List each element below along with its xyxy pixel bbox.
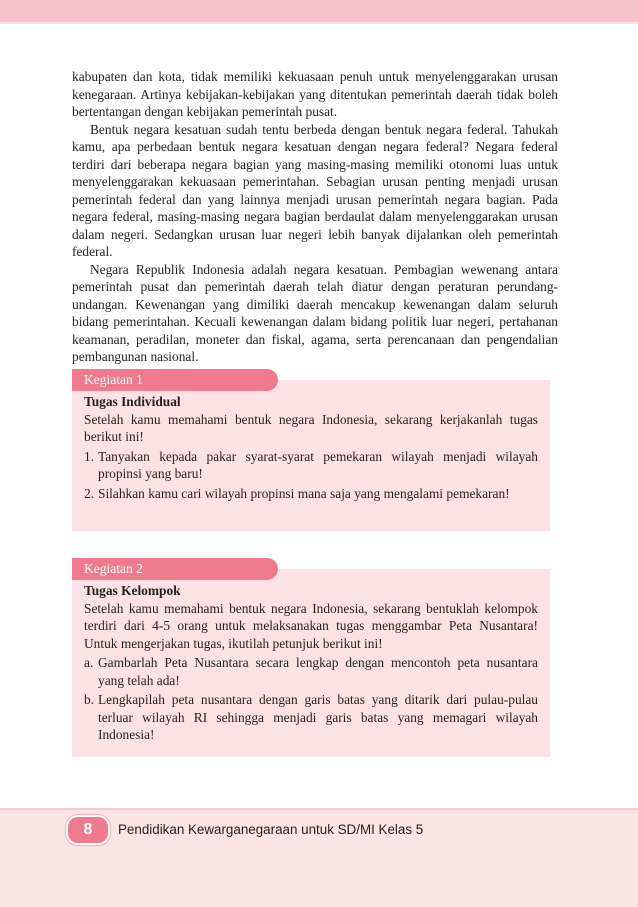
list-marker: a.	[84, 655, 94, 670]
list-text: Gambarlah Peta Nusantara secara lengkap dengan mencontoh peta nusantara yang telah ada!	[98, 655, 538, 688]
footer-line	[0, 808, 638, 810]
activity-1-title: Tugas Individual	[84, 394, 181, 409]
header-band	[0, 0, 638, 22]
paragraph-1: kabupaten dan kota, tidak memiliki kekuasaan penuh untuk menyelenggarakan urusan kenegaraan. Artinya kebijakan-kebijakan yang ditentukan pemerintah daerah tidak boleh bertentangan dengan kebijakan pemerintah pusat.	[72, 69, 558, 119]
activity-1-box	[72, 380, 550, 531]
list-item	[84, 654, 538, 689]
list-text: Silahkan kamu cari wilayah propinsi mana saja yang mengalami pemekaran!	[98, 485, 510, 501]
activity-2-title: Tugas Kelompok	[84, 583, 181, 598]
paragraph-2: Bentuk negara kesatuan sudah tentu berbeda dengan bentuk negara federal. Tahukah kamu, apa perbedaan bentuk negara kesatuan dengan negara federal? Negara federal terdiri dari beberapa negara bagian yang masing-masing memiliki otonomi luas untuk menyelenggarakan kekuasaan pemerintahan. Sebagian urusan penting menjadi urusan pemerintah federal dan yang lainnya menjadi urusan pemerintah negara bagian. Pada negara federal, masing-masing negara bagian berdaulat dalam menyelenggarakan urusan dalam negeri. Sedangkan urusan luar negeri lebih banyak dijalankan oleh pemerintah federal.	[72, 121, 558, 259]
list-text: Tanyakan kepada pakar syarat-syarat pemekaran wilayah menjadi wilayah propinsi yang baru!	[98, 448, 538, 481]
activity-2-tab: Kegiatan 2	[72, 558, 278, 580]
activity-2-box	[72, 569, 550, 757]
header-band-line	[0, 22, 638, 24]
list-text: Lengkapilah peta nusantara dengan garis batas yang ditarik dari pulau-pulau terluar wilayah RI sehingga menjadi garis batas yang memagari wilayah Indonesia!	[98, 692, 538, 742]
book-title: Pendidikan Kewarganegaraan untuk SD/MI Kelas 5	[118, 822, 424, 837]
list-item	[84, 485, 538, 503]
list-marker: 2.	[84, 485, 95, 501]
list-marker: b.	[84, 692, 95, 707]
list-item	[84, 448, 538, 483]
page-number-badge: 8	[66, 815, 110, 845]
list-item	[84, 691, 538, 744]
activity-2-intro: Setelah kamu memahami bentuk negara Indonesia, sekarang bentuklah kelompok terdiri dari 4-5 orang untuk melaksanakan tugas menggambar Peta Nusantara! Untuk mengerjakan tugas, ikutilah petunjuk berikut ini!	[84, 600, 538, 651]
activity-1-tab: Kegiatan 1	[72, 369, 278, 391]
paragraph-3: Negara Republik Indonesia adalah negara kesatuan. Pembagian wewenang antara pemerintah pusat dan pemerintah daerah telah diatur dengan peraturan perundang-undangan. Kewenangan yang dimiliki daerah mencakup kewenangan dalam seluruh bidang pemerintahan. Kecuali kewenangan dalam bidang politik luar negeri, pertahanan keamanan, peradilan, moneter dan fiskal, agama, serta perencanaan dan pengendalian pembangunan nasional.	[72, 261, 558, 364]
list-marker: 1.	[84, 448, 95, 464]
activity-1-intro: Setelah kamu memahami bentuk negara Indonesia, sekarang kerjakanlah tugas berikut ini!	[84, 411, 538, 444]
main-text	[72, 68, 558, 366]
